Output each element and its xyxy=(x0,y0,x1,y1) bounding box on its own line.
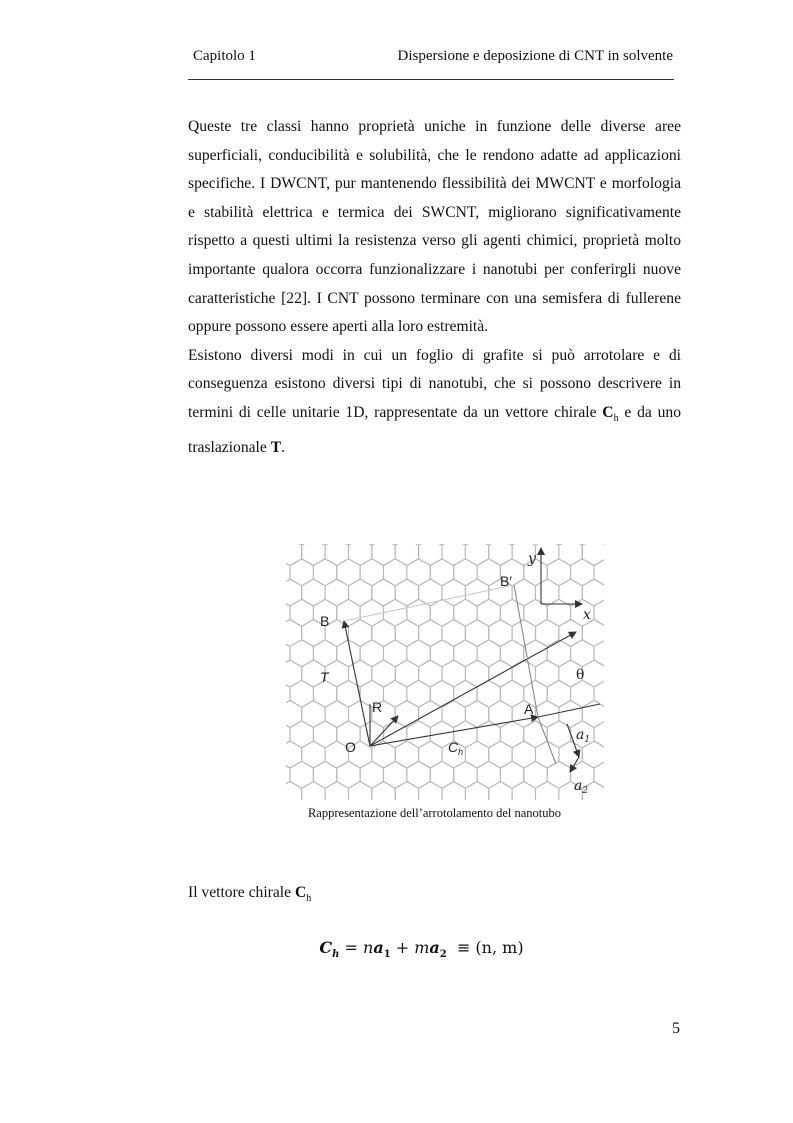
hexagon-cell xyxy=(395,660,418,687)
hexagon-cell xyxy=(313,761,336,788)
hexagon-cell xyxy=(536,544,559,566)
hexagon-cell xyxy=(372,620,395,647)
hexagon-cell xyxy=(286,640,290,667)
hexagon-cell xyxy=(313,559,336,586)
label-ch: $C_h$ xyxy=(448,739,464,757)
hexagon-cell xyxy=(571,680,594,707)
hexagon-cell xyxy=(524,599,547,626)
hexagon-cell xyxy=(286,680,290,707)
chiral-text: Il vettore chirale xyxy=(188,884,295,901)
hexagon-cell xyxy=(337,680,360,707)
hexagon-cell xyxy=(419,544,442,566)
hexagon-cell xyxy=(302,701,325,728)
hexagon-cell xyxy=(559,544,582,566)
hexagon-cell xyxy=(290,721,313,748)
hexagon-cell xyxy=(571,559,594,586)
hexagon-cell xyxy=(559,741,582,768)
label-t: T xyxy=(320,669,329,685)
hexagon-cell xyxy=(325,579,348,606)
hexagon-cell xyxy=(286,660,302,687)
hexagon-cell xyxy=(419,782,442,801)
hexagon-cell xyxy=(395,782,418,801)
hexagon-cell xyxy=(465,620,488,647)
eq-m: m xyxy=(414,938,430,957)
hexagon-cell xyxy=(559,620,582,647)
hexagon-cell xyxy=(442,782,465,801)
hexagon-cell xyxy=(547,559,570,586)
hexagon-cell xyxy=(512,741,535,768)
hexagon-cell xyxy=(524,640,547,667)
hexagon-cell xyxy=(430,599,453,626)
hexagon-cell xyxy=(500,761,523,788)
hexagon-cell xyxy=(349,782,372,801)
body-text xyxy=(188,113,681,462)
hexagon-cell xyxy=(286,782,302,801)
hexagon-cell xyxy=(286,559,290,586)
hexagon-cell xyxy=(313,721,336,748)
paragraph-2-middle: e da uno traslazionale xyxy=(188,403,681,456)
eq-plus: + xyxy=(390,938,415,957)
nanotube-figure xyxy=(286,544,604,800)
hexagon-cell xyxy=(360,599,383,626)
hexagon-cell xyxy=(290,559,313,586)
hexagon-cell xyxy=(477,721,500,748)
hexagon-cell xyxy=(337,761,360,788)
hexagon-cell xyxy=(430,761,453,788)
hexagon-cell xyxy=(395,741,418,768)
hexagon-cell xyxy=(489,544,512,566)
hexagon-cell xyxy=(442,660,465,687)
hexagon-cell xyxy=(536,660,559,687)
hexagon-cell xyxy=(372,660,395,687)
label-theta: θ xyxy=(576,667,585,683)
hexagon-cell xyxy=(325,544,348,566)
hexagon-cell xyxy=(430,640,453,667)
hexagon-cell xyxy=(407,559,430,586)
hexagon-cell xyxy=(524,721,547,748)
figure-caption: Rappresentazione dell’arrotolamento del nanotubo xyxy=(307,806,562,820)
page-header xyxy=(193,48,673,70)
hexagon-cell xyxy=(384,599,407,626)
hexagon-cell xyxy=(571,640,594,667)
hexagon-cell xyxy=(477,761,500,788)
hexagon-cell xyxy=(286,544,290,545)
hexagon-cell xyxy=(454,761,477,788)
chiral-line-symbol: C xyxy=(294,884,307,901)
eq-n: n xyxy=(363,938,374,957)
hexagon-cell xyxy=(302,579,325,606)
chapter-label: Capitolo 1 xyxy=(193,48,256,64)
hexagon-cell xyxy=(384,721,407,748)
hexagon-cell xyxy=(477,559,500,586)
hexagon-cell xyxy=(559,579,582,606)
hexagon-cell xyxy=(454,559,477,586)
hexagon-cell xyxy=(407,680,430,707)
ch-extension xyxy=(538,704,600,717)
chiral-symbol: C xyxy=(602,403,614,421)
hexagon-cell xyxy=(286,544,302,566)
hexagon-cell xyxy=(454,599,477,626)
hexagon-cell xyxy=(536,620,559,647)
hexagon-cell xyxy=(594,544,604,545)
hexagon-cell xyxy=(465,782,488,801)
label-a2: $a_2$ xyxy=(574,778,589,796)
hexagon-cell xyxy=(536,579,559,606)
eq-a2: a xyxy=(429,938,440,957)
eq-equals: = xyxy=(339,938,364,957)
hexagon-cell xyxy=(419,741,442,768)
chiral-equation xyxy=(0,938,793,960)
hexagon-cell xyxy=(489,782,512,801)
label-b: B xyxy=(320,613,330,629)
hexagon-cell xyxy=(286,579,302,606)
hexagon-cell xyxy=(407,721,430,748)
chiral-vector-line xyxy=(188,884,311,904)
hexagon-cell xyxy=(384,640,407,667)
hexagon-cell xyxy=(442,579,465,606)
hexagon-cell xyxy=(360,559,383,586)
chiral-subscript: h xyxy=(613,413,619,425)
hexagon-cell xyxy=(325,782,348,801)
hexagon-cell xyxy=(372,782,395,801)
hexagon-cell xyxy=(477,599,500,626)
hexagon-cell xyxy=(384,559,407,586)
paragraph-2-end: . xyxy=(281,438,286,456)
hexagon-cell xyxy=(290,599,313,626)
eq-lhs: C xyxy=(319,938,333,957)
hexagon-cell xyxy=(500,721,523,748)
theta-vector xyxy=(370,632,576,746)
hexagon-cell xyxy=(500,680,523,707)
hexagon-cell xyxy=(337,559,360,586)
hexagon-cell xyxy=(442,620,465,647)
hexagon-cell xyxy=(419,701,442,728)
hexagon-cell xyxy=(477,640,500,667)
hexagon-cell xyxy=(325,660,348,687)
header-rule xyxy=(188,79,674,80)
hexagon-cell xyxy=(419,620,442,647)
hexagon-cell xyxy=(286,620,302,647)
paragraph-1: Queste tre classi hanno proprietà uniche in funzione delle diverse aree superficiali, conducibilità e solubilità, che le rendono adatte ad applicazioni specifiche. I DWCNT, pur mantenendo flessibilità dei MWCNT e morfologia e stabilità elettrica e termica dei SWCNT, migliorano significativamente rispetto a questi ultimi la resistenza verso gli agenti chimici, proprietà molto importante qualora occorra funzionalizzare i nanotubi per conferirgli nuove caratteristiche [22]. I CNT possono terminare con una semisfera di fullerene oppure possono essere aperti alla loro estremità. xyxy=(188,118,681,336)
label-bprime: B′ xyxy=(500,573,512,589)
chapter-title: Dispersione e deposizione di CNT in solvente xyxy=(397,48,673,64)
hexagon-cell xyxy=(407,640,430,667)
hexagon-cell xyxy=(360,761,383,788)
hexagon-cell xyxy=(547,640,570,667)
hexagon-cell xyxy=(337,599,360,626)
hexagon-cell xyxy=(286,599,290,626)
paragraph-2 xyxy=(188,342,681,462)
hexagon-cell xyxy=(407,761,430,788)
hexagon-cell xyxy=(302,741,325,768)
hexagon-cell xyxy=(524,761,547,788)
hexagon-cell xyxy=(582,544,604,566)
hexagon-cell xyxy=(419,660,442,687)
hexagon-cell xyxy=(547,599,570,626)
chiral-line-subscript: h xyxy=(306,893,312,905)
hexagon-cell xyxy=(559,701,582,728)
hexagon-cell xyxy=(286,701,302,728)
label-a1: $a_1$ xyxy=(576,727,591,745)
label-x: x xyxy=(583,607,591,623)
hexagon-cell xyxy=(372,579,395,606)
hexagon-cell xyxy=(430,680,453,707)
hexagon-cell xyxy=(290,761,313,788)
hexagon-cell xyxy=(313,640,336,667)
hexagon-cell xyxy=(302,782,325,801)
hexagon-cell xyxy=(465,544,488,566)
hexagon-cell xyxy=(372,544,395,566)
b-to-bprime xyxy=(344,585,514,621)
hexagon-cell xyxy=(454,640,477,667)
page-number: 5 xyxy=(672,1020,680,1037)
paragraph-2-start: Esistono diversi modi in cui un foglio di grafite si può arrotolare e di conseguenza esistono diversi tipi di nanotubi, che si possono descrivere in termini di celle unitarie 1D, rappresentate da un vettore chirale xyxy=(188,346,681,421)
label-o: O xyxy=(345,739,356,755)
hexagon-cell xyxy=(395,620,418,647)
translational-symbol: T xyxy=(270,438,282,456)
hexagon-cell xyxy=(384,761,407,788)
eq-a2-sub: 2 xyxy=(439,949,447,961)
hexagon-cell xyxy=(395,579,418,606)
hexagon-cell xyxy=(349,544,372,566)
label-r: R xyxy=(372,699,383,715)
hexagon-cell xyxy=(290,680,313,707)
hexagon-cell xyxy=(384,680,407,707)
hexagon-cell xyxy=(512,620,535,647)
hexagon-cell xyxy=(465,660,488,687)
label-y: y xyxy=(528,551,536,567)
hexagon-cell xyxy=(547,680,570,707)
hexagon-cell xyxy=(430,559,453,586)
hexagon-cell xyxy=(325,701,348,728)
hexagon-cell xyxy=(395,701,418,728)
hexagon-cell xyxy=(286,741,302,768)
hexagon-cell xyxy=(419,579,442,606)
hexagon-cell xyxy=(302,544,325,566)
hexagon-cell xyxy=(536,741,559,768)
hexagon-cell xyxy=(290,640,313,667)
hexagon-grid xyxy=(286,544,604,800)
hexagon-cell xyxy=(395,544,418,566)
hexagon-cell xyxy=(360,640,383,667)
label-a: A xyxy=(524,701,534,717)
eq-a1: a xyxy=(373,938,384,957)
hexagon-cell xyxy=(465,701,488,728)
hexagon-cell xyxy=(465,741,488,768)
hexagon-cell xyxy=(536,701,559,728)
figure-labels xyxy=(320,551,591,796)
hexagon-cell xyxy=(286,721,290,748)
eq-equiv: ≡ (n, m) xyxy=(446,938,524,957)
hexagon-cell xyxy=(512,782,535,801)
eq-lhs-sub: h xyxy=(332,949,340,961)
hexagon-cell xyxy=(536,782,559,801)
hexagon-cell xyxy=(547,761,570,788)
graphene-lattice-diagram xyxy=(286,544,604,800)
eq-a1-sub: 1 xyxy=(383,949,391,961)
hexagon-cell xyxy=(286,761,290,788)
hexagon-cell xyxy=(442,544,465,566)
